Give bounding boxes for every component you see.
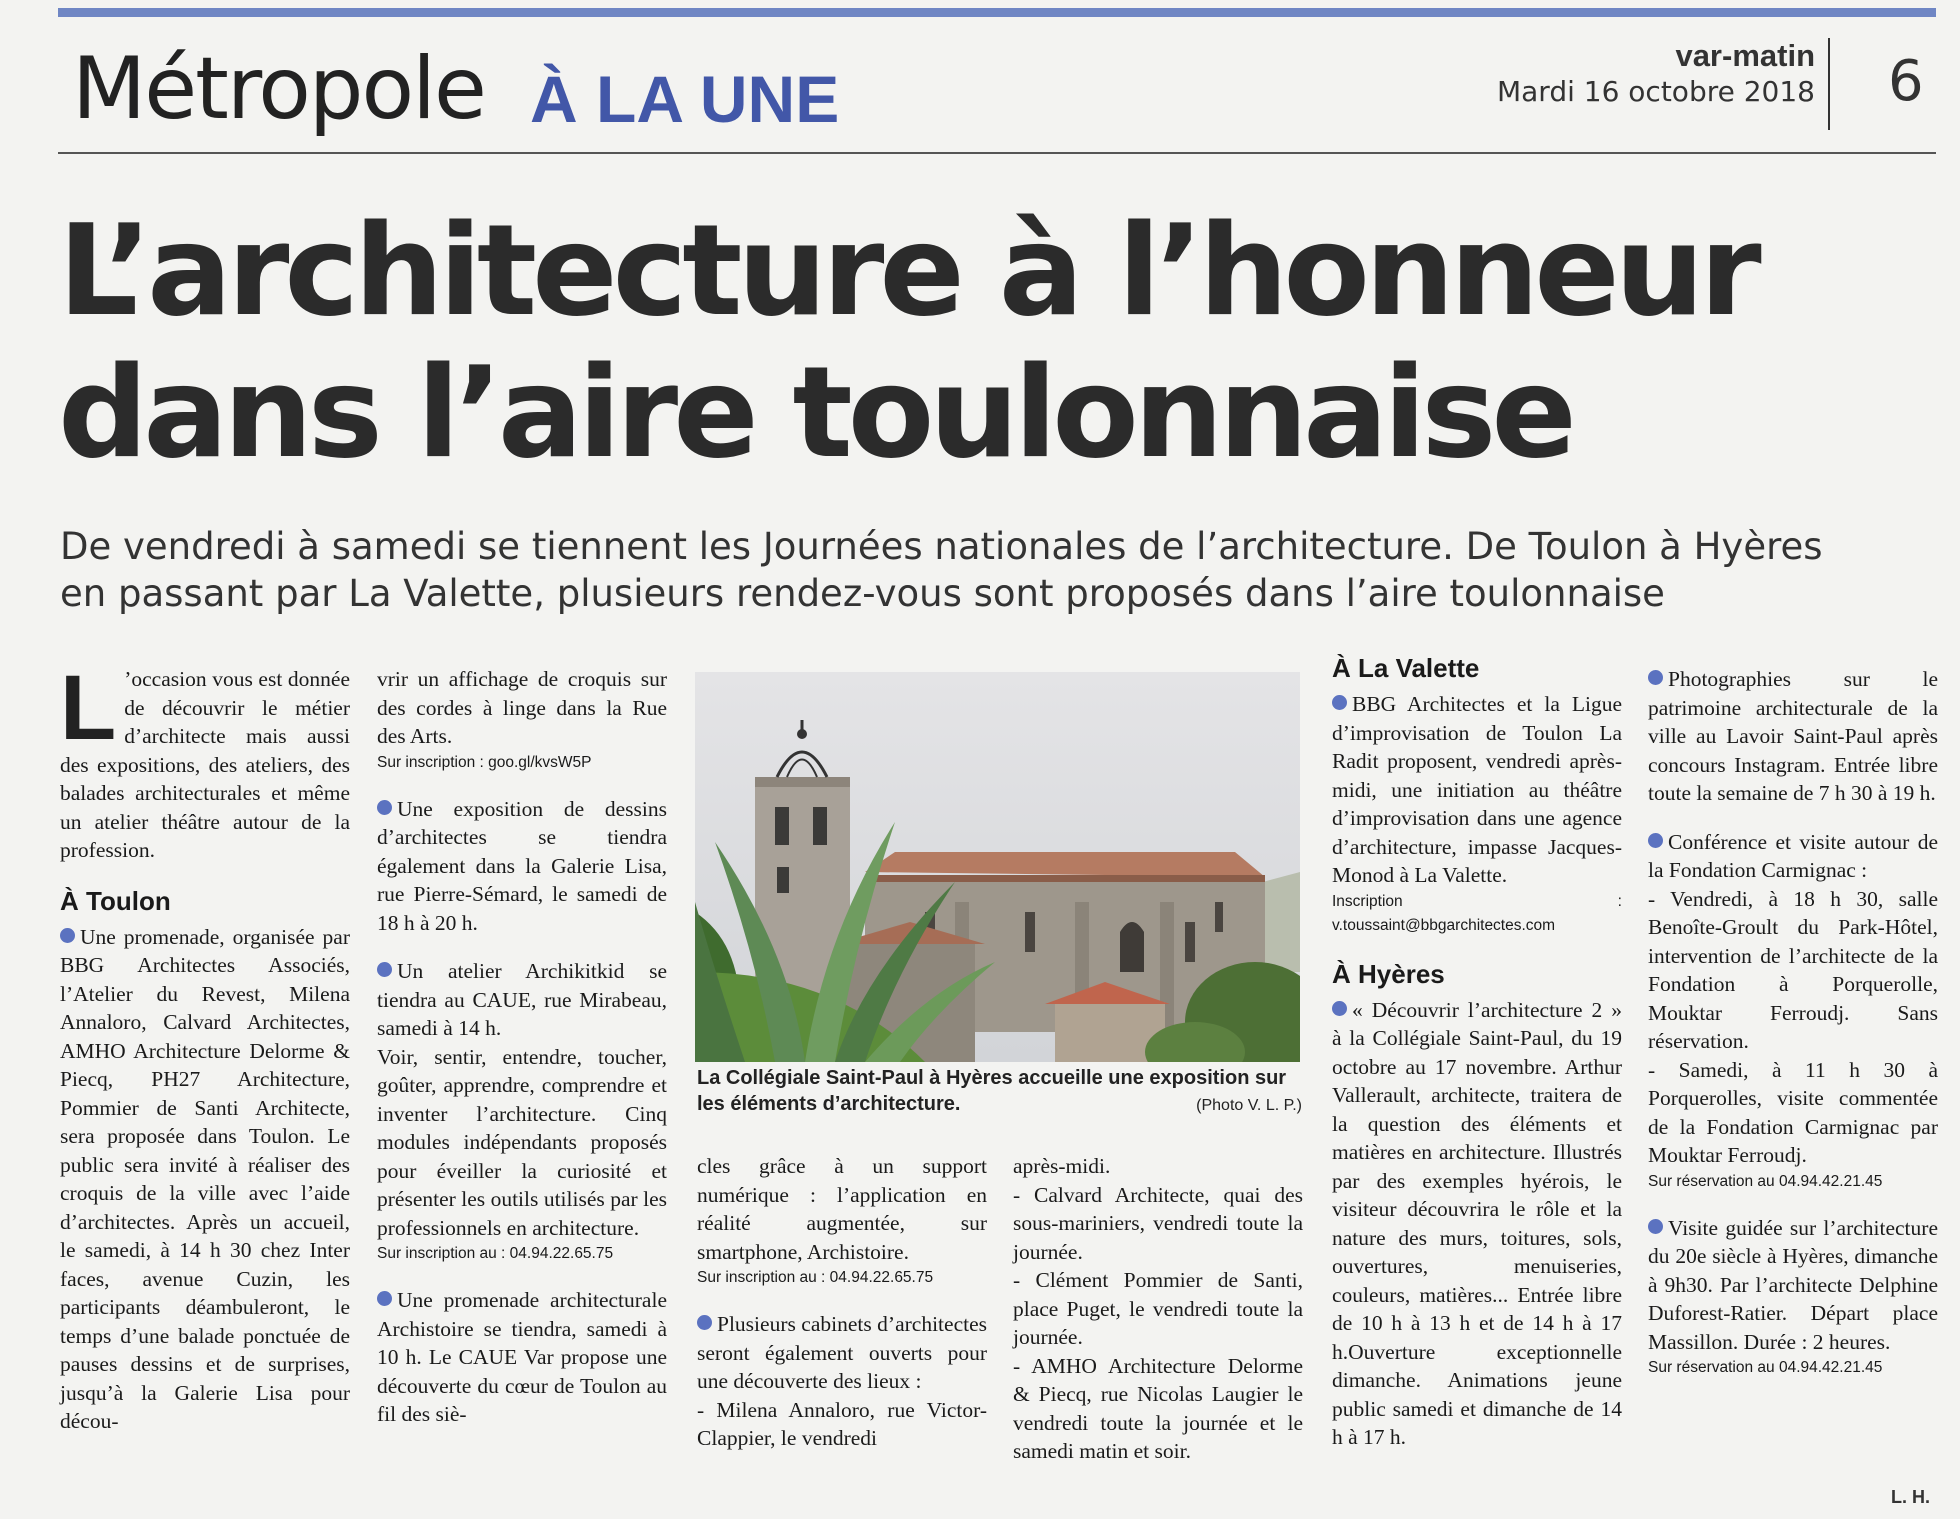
photo-credit: (Photo V. L. P.) (1196, 1097, 1302, 1114)
pommier-text: - Clément Pommier de Santi, place Puget, le vendredi toute la journée. (1013, 1268, 1303, 1349)
masthead-divider (1828, 38, 1830, 130)
bullet-dot-icon (1648, 670, 1663, 685)
photo-caption (697, 1065, 1302, 1119)
article-column-6 (1648, 665, 1938, 1400)
atelier-paragraph (377, 957, 667, 1266)
newspaper-name: var-matin (1675, 38, 1815, 73)
archistoire-cont-paragraph (697, 1152, 987, 1290)
inscription-note: Sur inscription : goo.gl/kvsW5P (377, 753, 592, 771)
subheading-hyeres: À Hyères (1332, 958, 1445, 989)
conference-text: Conférence et visite autour de la Fondation Carmignac : (1648, 829, 1938, 882)
collegiale-photo (695, 672, 1300, 1062)
inscription-note: Sur inscription au : 04.94.22.65.75 (377, 1245, 614, 1262)
decouvrir-text: « Découvrir l’architecture 2 » à la Collégiale Saint-Paul, du 19 octobre au 17 novembre. Arthur Vallerault, architecte, traitera de la question des éléments et matières en architecture. Illustrés par des exemples hyérois, le visiteur découvrira le rôle et la nature des murs, toitures, sols, ouvertures, menuiseries, couleurs, matières... Entrée libre de 10 h à 13 h et de 14 h à 17 h.Ouverture exceptionnelle dimanche. Animations jeune public samedi et dimanche de 14 h à 17 h. (1332, 997, 1622, 1449)
bullet-dot-icon (377, 1291, 392, 1306)
bullet-dot-icon (1332, 695, 1347, 710)
bullet-dot-icon (697, 1315, 712, 1330)
caption-text: La Collégiale Saint-Paul à Hyères accueille une exposition sur les éléments d’architecture. (697, 1067, 1287, 1115)
decouvrir-paragraph (1332, 996, 1622, 1452)
exposition-paragraph (377, 795, 667, 938)
bbg-paragraph (1332, 690, 1622, 938)
inscription-note: Inscription : v.toussaint@bbgarchitectes.com (1332, 892, 1622, 934)
header-rule (58, 152, 1936, 154)
visite-paragraph (1648, 1214, 1938, 1381)
visite-text: Visite guidée sur l’architecture du 20e siècle à Hyères, dimanche à 9h30. Par l’architecte Delphine Duforest-Ratier. Départ place Massillon. Durée : 2 heures. (1648, 1215, 1938, 1354)
issue-date: Mardi 16 octobre 2018 (1496, 75, 1815, 108)
drop-cap: L (60, 657, 117, 759)
reservation-note: Sur réservation au 04.94.42.21.45 (1648, 1359, 1883, 1376)
article-column-4 (1013, 1152, 1303, 1466)
atelier-text: Un atelier Archikitkid se tiendra au CAUE, rue Mirabeau, samedi à 14 h. (377, 959, 667, 1040)
bbg-text: BBG Architectes et la Ligue d’improvisation de Toulon La Radit proposent, vendredi après-midi, une initiation au théâtre d’improvisation dans une agence d’architecture, impasse Jacques-Monod à La Valette. (1332, 692, 1622, 887)
lead-paragraph (60, 523, 1823, 617)
author-signature: L. H. (1891, 1487, 1930, 1507)
photographies-text: Photographies sur le patrimoine architecturale de la ville au Lavoir Saint-Paul après concours Instagram. Entrée libre toute la semaine de 7 h 30 à 19 h. (1648, 667, 1938, 805)
inscription-note: Sur inscription au : 04.94.22.65.75 (697, 1269, 934, 1286)
cabinets-paragraph (697, 1310, 987, 1453)
article-column-2 (377, 665, 667, 1449)
page-number: 6 (1888, 49, 1924, 114)
bullet-dot-icon (377, 800, 392, 815)
subheading-la-valette: À La Valette (1332, 653, 1480, 683)
croquis-text: vrir un affichage de croquis sur des cordes à linge dans la Rue des Arts. (377, 667, 667, 748)
exposition-text: Une exposition de dessins d’architectes se tiendra également dans la Galerie Lisa, rue Pierre-Sémard, le samedi de 18 h à 20 h. (377, 796, 667, 935)
bullet-dot-icon (1648, 833, 1663, 848)
article-column-3 (697, 1152, 987, 1473)
amho-text: - AMHO Architecture Delorme & Piecq, rue Nicolas Laugier le vendredi toute la journée et le samedi matin et soir. (1013, 1353, 1303, 1463)
archistoire-text: Une promenade architecturale Archistoire se tiendra, samedi à 10 h. Le CAUE Var propose une découverte du cœur de Toulon au fil des siè- (377, 1288, 667, 1426)
headline-line-1: L’architecture à l’honneur (58, 197, 1757, 344)
top-color-bar (58, 8, 1936, 17)
promenade-paragraph (60, 923, 350, 1436)
subsection-title: À LA UNE (530, 62, 840, 136)
bullet-dot-icon (60, 928, 75, 943)
article-column-5 (1332, 652, 1622, 1472)
cabinets-text: Plusieurs cabinets d’architectes seront également ouverts pour une découverte des lieux : (697, 1312, 987, 1393)
vendredi-text: - Vendredi, à 18 h 30, salle Benoîte-Groult du Park-Hôtel, intervention de l’architecte de la Fondation à Porquerolle, Mouktar Ferroudj. Sans réservation. (1648, 886, 1938, 1053)
samedi-text: - Samedi, à 11 h 30 à Porquerolles, visite commentée de la Fondation Carmignac par Mouktar Ferroudj. (1648, 1057, 1938, 1167)
apres-midi-text: après-midi. (1013, 1154, 1111, 1178)
calvard-text: - Calvard Architecte, quai des sous-mariniers, vendredi toute la journée. (1013, 1182, 1303, 1264)
promenade-text: Une promenade, organisée par BBG Architectes Associés, l’Atelier du Revest, Milena Annaloro, Calvard Architectes, AMHO Architecture Delorme & Piecq, PH27 Architecture, Pommier de Santi Architecte, sera proposée dans Toulon. Le public sera invité à réaliser des croquis de la ville avec l’aide d’architectes. Après un accueil, le samedi, à 14 h 30 chez Inter faces, avenue Cuzin, les participants déambuleront, le temps d’une balade ponctuée de pauses dessins et de surprises, jusqu’à la Galerie Lisa pour décou- (60, 924, 350, 1433)
intro-text: ’occasion vous est donnée de découvrir le métier d’architecte mais aussi des expositions, des ateliers, des balades architecturales et même un atelier théâtre autour de la profession. (60, 667, 350, 862)
archistoire-cont-text: cles grâce à un support numérique : l’application en réalité augmentée, sur smartphone, Archistoire. (697, 1154, 987, 1264)
subheading-toulon: À Toulon (60, 885, 171, 916)
lead-line-2: en passant par La Valette, plusieurs rendez-vous sont proposés dans l’aire toulonnaise (60, 572, 1665, 615)
reservation-note: Sur réservation au 04.94.42.21.45 (1648, 1172, 1883, 1190)
croquis-paragraph (377, 665, 667, 775)
lead-line-1: De vendredi à samedi se tiennent les Journées nationales de l’architecture. De Toulon à Hyères (60, 525, 1823, 568)
atelier-detail-text: Voir, sentir, entendre, toucher, goûter, apprendre, comprendre et inventer l’architecture. Cinq modules indépendants proposés pour éveiller la curiosité et présenter les outils utilisés par les professionnels en architecture. (377, 1044, 667, 1240)
intro-paragraph (60, 657, 350, 865)
section-title: Métropole (72, 39, 485, 139)
headline (58, 197, 1757, 486)
photographies-paragraph (1648, 665, 1938, 808)
article-column-1 (60, 657, 350, 1456)
conference-paragraph (1648, 828, 1938, 1194)
bullet-dot-icon (1648, 1219, 1663, 1234)
milena-text: - Milena Annaloro, rue Victor-Clappier, le vendredi (697, 1397, 987, 1450)
archistoire-paragraph (377, 1286, 667, 1429)
bullet-dot-icon (377, 962, 392, 977)
bullet-dot-icon (1332, 1001, 1347, 1016)
headline-line-2: dans l’aire toulonnaise (58, 339, 1572, 486)
